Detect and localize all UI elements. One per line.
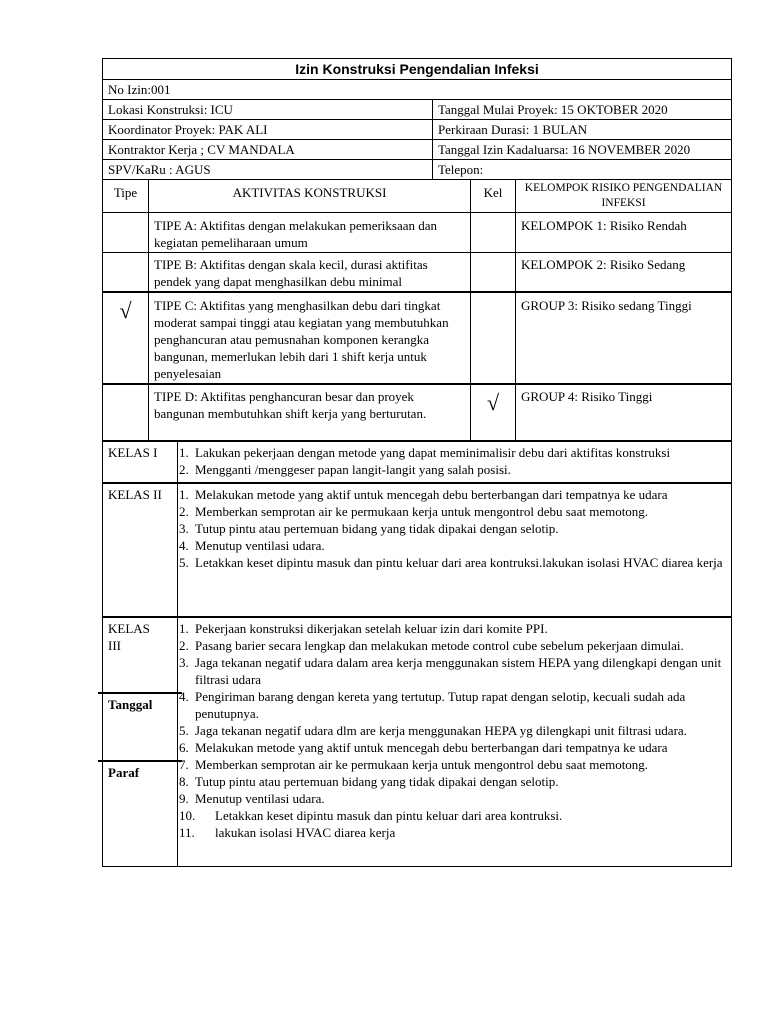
header-kel: Kel bbox=[471, 180, 516, 213]
row-d-aktivitas: TIPE D: Aktifitas penghancuran besar dan proyek bangunan membutuhkan shift kerja yang berturutan. bbox=[149, 384, 471, 440]
row-c-tipe-check: √ bbox=[103, 292, 149, 384]
activity-table bbox=[102, 179, 732, 441]
list-item: 2. Memberkan semprotan air ke permukaan kerja untuk mengontrol debu saat memotong. bbox=[179, 503, 649, 519]
spv-karu: SPV/KaRu : AGUS bbox=[103, 160, 433, 180]
row-a-tipe-check bbox=[103, 213, 149, 253]
list-item: 10. Letakkan keset dipintu masuk dan pintu keluar dari area kontruksi. bbox=[179, 807, 563, 823]
list-item: 3. Tutup pintu atau pertemuan bidang yang tidak dipakai dengan selotip. bbox=[179, 520, 559, 536]
kelas-1-list bbox=[179, 444, 726, 478]
kelas-1-list-cell bbox=[178, 441, 732, 483]
row-c-kelompok: GROUP 3: Risiko sedang Tinggi bbox=[516, 292, 732, 384]
list-item: 4. Pengiriman barang dengan kereta yang tertutup. Tutup rapat dengan selotip, kecuali sudah ada penutupnya. bbox=[179, 688, 686, 721]
row-b-aktivitas: TIPE B: Aktifitas dengan skala kecil, durasi aktifitas pendek yang dapat menghasilkan debu minimal bbox=[149, 253, 471, 293]
permit-document bbox=[102, 58, 731, 867]
divider bbox=[98, 760, 182, 762]
tanggal-label: Tanggal bbox=[108, 696, 153, 712]
divider bbox=[98, 692, 182, 694]
tanggal-mulai: Tanggal Mulai Proyek: 15 OKTOBER 2020 bbox=[433, 100, 732, 120]
row-b-kelompok: KELOMPOK 2: Risiko Sedang bbox=[516, 253, 732, 293]
document-title: Izin Konstruksi Pengendalian Infeksi bbox=[103, 59, 732, 80]
row-c-aktivitas: TIPE C: Aktifitas yang menghasilkan debu dari tingkat moderat sampai tinggi atau kegiatan yang membutuhkan penghancuran atau pemusnahan komponen kerangka bangunan, memerlukan lebih dari 1 shift kerja untuk penyelesaian bbox=[149, 292, 471, 384]
row-c-kel-check bbox=[471, 292, 516, 384]
kelas-1-label: KELAS I bbox=[103, 441, 178, 483]
row-d-kelompok: GROUP 4: Risiko Tinggi bbox=[516, 384, 732, 440]
telepon: Telepon: bbox=[433, 160, 732, 180]
kelas-2-label: KELAS II bbox=[103, 483, 178, 617]
list-item: 2. Pasang barier secara lengkap dan melakukan metode control cube sebelum pekerjaan dimulai. bbox=[179, 637, 684, 653]
list-item: 7. Memberkan semprotan air ke permukaan kerja untuk mengontrol debu saat memotong. bbox=[179, 756, 649, 772]
kelas-2-list bbox=[179, 486, 726, 571]
list-item: 2. Mengganti /menggeser papan langit-langit yang salah posisi. bbox=[179, 461, 511, 477]
no-izin: No Izin:001 bbox=[103, 80, 732, 100]
header-table bbox=[102, 58, 732, 180]
perkiraan-durasi: Perkiraan Durasi: 1 BULAN bbox=[433, 120, 732, 140]
list-item: 6. Melakukan metode yang aktif untuk mencegah debu berterbangan dari tempatnya ke udara bbox=[179, 739, 668, 755]
kelas-3-list-continued bbox=[179, 807, 726, 841]
tanggal-kadaluarsa: Tanggal Izin Kadaluarsa: 16 NOVEMBER 2020 bbox=[433, 140, 732, 160]
list-item: 11. lakukan isolasi HVAC diarea kerja bbox=[179, 824, 396, 840]
list-item: 4. Menutup ventilasi udara. bbox=[179, 537, 325, 553]
row-b-kel-check bbox=[471, 253, 516, 293]
list-item: 5. Letakkan keset dipintu masuk dan pintu keluar dari area kontruksi.lakukan isolasi HVAC diarea kerja bbox=[179, 554, 723, 570]
row-a-kel-check bbox=[471, 213, 516, 253]
list-item: 5. Jaga tekanan negatif udara dlm are kerja menggunakan HEPA yg dilengkapi unit filtrasi udara. bbox=[179, 722, 687, 738]
row-a-aktivitas: TIPE A: Aktifitas dengan melakukan pemeriksaan dan kegiatan pemeliharaan umum bbox=[149, 213, 471, 253]
kelas-table bbox=[102, 440, 732, 868]
koordinator-proyek: Koordinator Proyek: PAK ALI bbox=[103, 120, 433, 140]
kelas-2-list-cell bbox=[178, 483, 732, 617]
row-d-kel-check: √ bbox=[471, 384, 516, 440]
lokasi-konstruksi: Lokasi Konstruksi: ICU bbox=[103, 100, 433, 120]
row-b-tipe-check bbox=[103, 253, 149, 293]
list-item: 9. Menutup ventilasi udara. bbox=[179, 790, 325, 806]
kelas-3-list-cell bbox=[178, 617, 732, 867]
header-tipe: Tipe bbox=[103, 180, 149, 213]
kelas-3-label-cell bbox=[103, 617, 178, 867]
paraf-label: Paraf bbox=[108, 764, 140, 780]
list-item: 1. Lakukan pekerjaan dengan metode yang dapat meminimalisir debu dari aktifitas konstruksi bbox=[179, 444, 671, 460]
header-aktivitas: AKTIVITAS KONSTRUKSI bbox=[149, 180, 471, 213]
header-kelompok-risiko: KELOMPOK RISIKO PENGENDALIAN INFEKSI bbox=[516, 180, 732, 213]
list-item: 1. Melakukan metode yang aktif untuk mencegah debu berterbangan dari tempatnya ke udara bbox=[179, 486, 668, 502]
row-a-kelompok: KELOMPOK 1: Risiko Rendah bbox=[516, 213, 732, 253]
list-item: 3. Jaga tekanan negatif udara dalam area kerja menggunakan sistem HEPA yang dilengkapi dengan unit filtrasi udara bbox=[179, 654, 722, 687]
kelas-3-label: KELAS III bbox=[108, 620, 150, 653]
list-item: 1. Pekerjaan konstruksi dikerjakan setelah keluar izin dari komite PPI. bbox=[179, 620, 548, 636]
list-item: 8. Tutup pintu atau pertemuan bidang yang tidak dipakai dengan selotip. bbox=[179, 773, 559, 789]
kelas-3-list bbox=[179, 620, 726, 807]
kontraktor-kerja: Kontraktor Kerja ; CV MANDALA bbox=[103, 140, 433, 160]
row-d-tipe-check bbox=[103, 384, 149, 440]
